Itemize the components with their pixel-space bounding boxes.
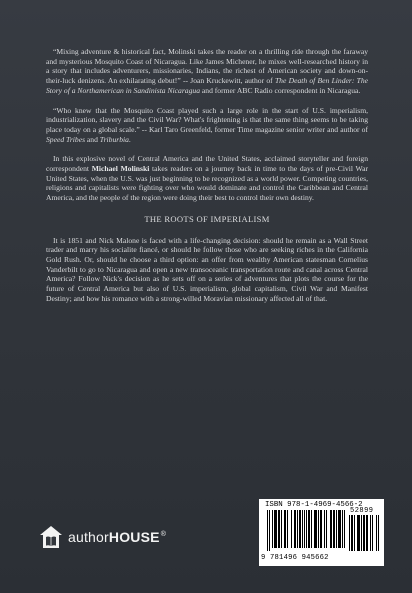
barcode-bar (269, 510, 270, 551)
addon-barcode-bars (349, 515, 379, 553)
barcode-bar (272, 510, 273, 548)
review-quote-text: “Who knew that the Mosquito Coast played such a large role in the start of U.S. imperialism, industrialization, slavery and the Civil War? What's frightening is that the same thing seems to be taking place today on a global scale.” -- Karl Taro Greenfeld, former Time magazine senior writer and (46, 105, 368, 134)
barcode-bar (370, 515, 371, 551)
barcode-bar (351, 515, 353, 551)
barcode-bar (363, 515, 365, 551)
barcode-bar (311, 510, 312, 548)
barcode-bar (297, 510, 298, 548)
description-text-end: takes readers on a journey back in time to the days of pre-Civil War United States, when the U.S. was just beginning to be recognized as a world power. Competing countries, religions and capitalists were fighting over who would dominate and control the Caribbean and Central America, and the people of the region were doing their best to control their own destiny. (46, 164, 369, 203)
publisher-logo (39, 525, 166, 549)
review-attribution: author of (244, 76, 275, 86)
barcode-bar (324, 510, 325, 548)
text-column (46, 47, 368, 303)
review-blurb-kruckewitt (46, 47, 368, 96)
barcode-bar (314, 510, 317, 548)
isbn-barcode (259, 499, 384, 566)
plot-summary: It is 1851 and Nick Malone is faced with a life-changing decision: should he remain as a Wall Street trader and marry his socialite fiancé, or should he follow those who are seeking riches in the California Gold Rush. Or, should he choose a third option: an offer from wealthy American statesman Cornelius Vanderbilt to go to Nicaragua and open a new transoceanic transportation route and canal across Central America? Follow Nick's decision as he sets off on a series of adventures that plots the course for the future of Central America but also of U.S. imperialism, global capitalism, Civil War and Manifest Destiny; and how his romance with a strong-willed Moravian missionary affected all of that. (46, 235, 368, 303)
house-book-logo-icon (39, 525, 63, 549)
barcode-bar (291, 510, 292, 548)
isbn-label: ISBN 978-1-4969-4566-2 (265, 501, 363, 509)
review-attribution: author of (340, 124, 368, 134)
barcode-bar (284, 510, 286, 548)
review-cited-work-2: Triburbia (99, 134, 129, 144)
barcode-bar (294, 510, 296, 548)
barcode-bar (330, 510, 332, 548)
barcode-bar (320, 510, 322, 548)
review-blurb-greenfeld (46, 106, 368, 145)
barcode-bar (376, 515, 377, 551)
barcode-bar (378, 515, 379, 551)
registered-mark: ® (160, 531, 167, 539)
barcode-bar (318, 510, 319, 548)
barcode-bar (349, 515, 350, 551)
barcode-bar (344, 510, 345, 548)
book-description (46, 154, 368, 203)
barcode-bar (338, 510, 341, 548)
section-heading: THE ROOTS OF IMPERIALISM (144, 213, 270, 224)
publisher-name-regular: author (68, 529, 109, 545)
review-quote (46, 106, 368, 145)
barcode-bar (299, 510, 301, 548)
review-attribution-joiner: and (85, 134, 100, 144)
barcode-bar (302, 510, 303, 548)
review-cited-work: The Death of Ben Linder: The Story of a Northamerican in Sandinista Nicaragua (46, 76, 369, 95)
barcode-bar (366, 515, 368, 551)
ean-digits: 9 781496 945662 (261, 554, 329, 562)
review-cited-work: Speed Tribes (46, 134, 86, 144)
description-text: In this explosive novel of Central America and the United States, acclaimed storyteller and foreign correspondent (46, 154, 368, 174)
barcode-bar (333, 510, 335, 548)
barcode-bar (357, 515, 360, 551)
barcode-bar (287, 510, 288, 548)
barcode-bar (354, 515, 355, 551)
barcode-bar (278, 510, 280, 548)
ean-barcode-bars (267, 510, 345, 554)
barcode-bar (274, 510, 277, 548)
review-quote (46, 47, 368, 96)
barcode-bar (372, 515, 373, 551)
author-name: Michael Molinski (91, 164, 150, 174)
barcode-bar (267, 510, 268, 551)
review-quote-text: “Mixing adventure & historical fact, Molinski takes the reader on a thrilling ride through the faraway and mysterious Mosquito Coast of Nicaragua. Like James Michener, he mixes well-researched history in a story that includes adventurers, missionaries, Indians, the richest of American society and down-on-their-luck denizens. An exhilarating debut!” -- Joan Kruckewitt, (46, 47, 368, 86)
barcode-bar (336, 510, 337, 548)
publisher-name (68, 529, 166, 545)
barcode-bar (306, 510, 307, 548)
publisher-name-bold: HOUSE (108, 529, 160, 545)
barcode-bar (304, 510, 305, 548)
price-code: 52899 (350, 507, 374, 515)
barcode-bar (281, 510, 282, 548)
barcode-bar (326, 510, 327, 548)
review-attribution-end: and former ABC Radio correspondent in Nicaragua. (200, 85, 361, 95)
barcode-bar (308, 510, 310, 548)
review-attribution-end: . (128, 134, 131, 144)
barcode-bar (342, 510, 343, 548)
barcode-bar (361, 515, 362, 551)
